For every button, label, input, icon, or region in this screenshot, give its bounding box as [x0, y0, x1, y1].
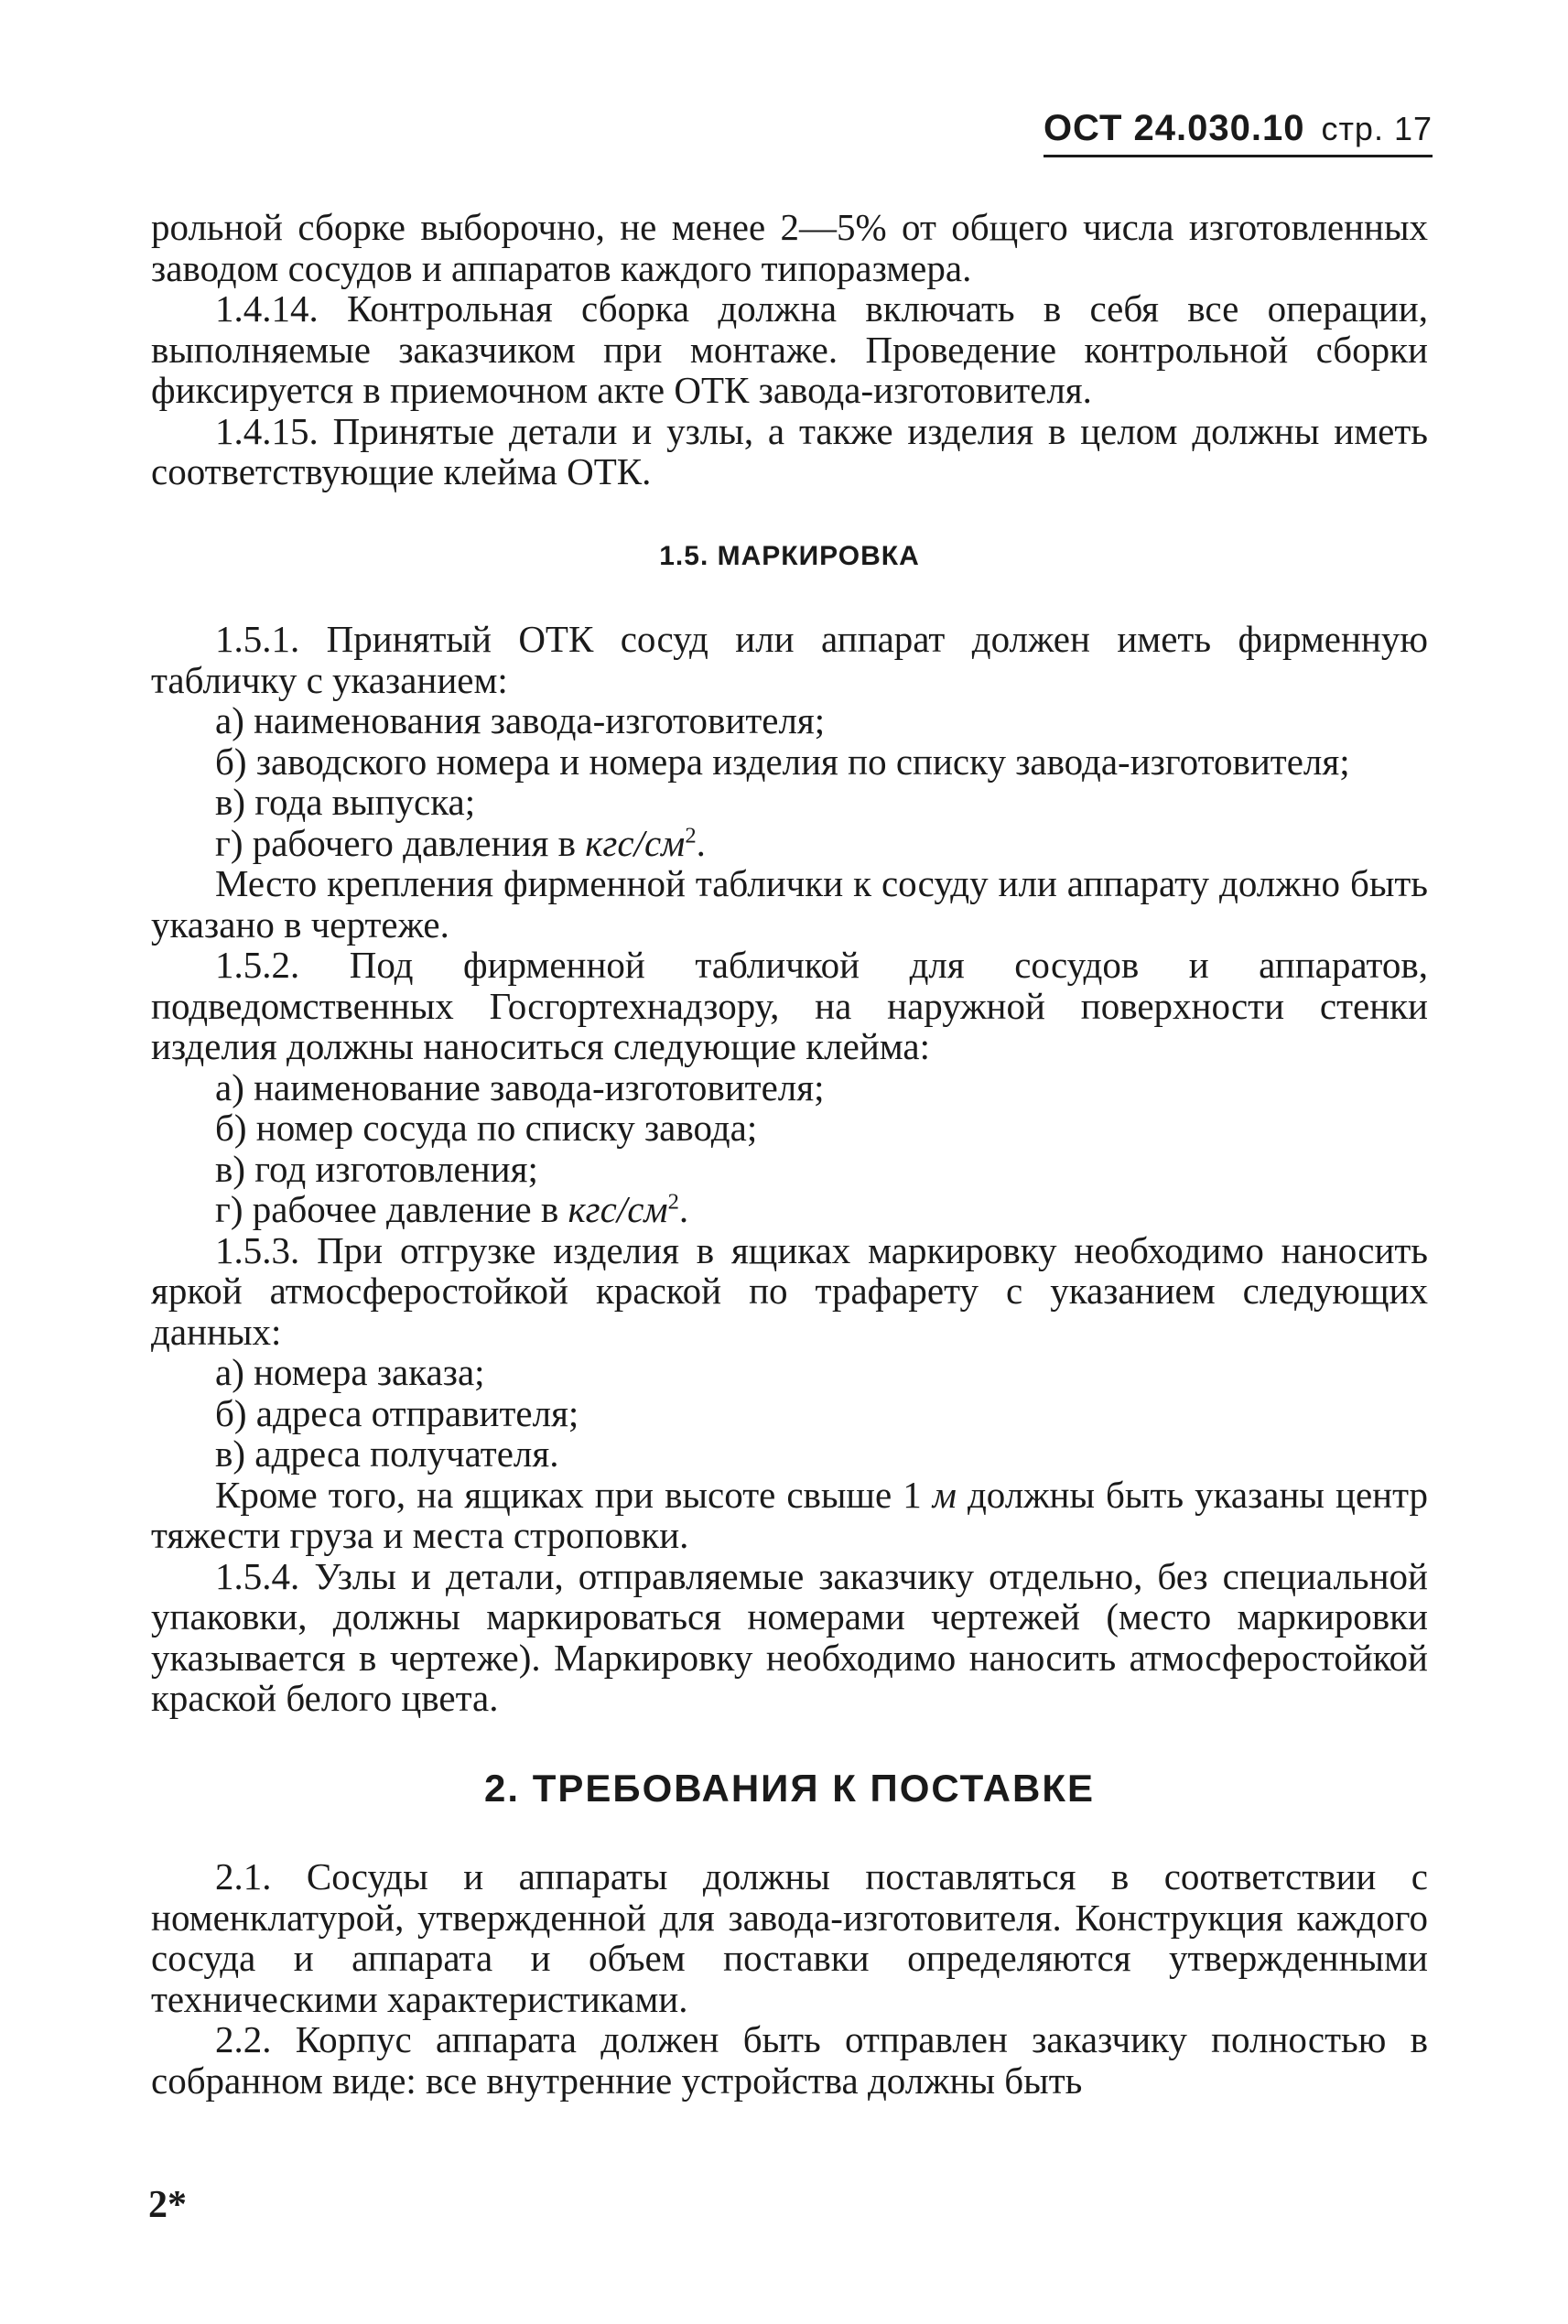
list-item: в) адреса получателя. [215, 1432, 559, 1475]
list-item: а) наименования завода-изготовителя; [215, 699, 826, 741]
paragraph: 1.5.3. При отгрузке изделия в ящиках маркировку необходимо наносить яркой атмосферостойкой краской по трафарету с указанием следующих данных: [151, 1228, 1428, 1353]
list-item: г) рабочее давление в кгс/$см^2$. [215, 1188, 689, 1230]
paragraph [151, 1475, 1428, 1556]
list-item-end: . [696, 821, 706, 864]
list-item: б) номер сосуда по списку завода; [215, 1107, 758, 1149]
list-item: а) наименование завода-изготовителя; [215, 1065, 825, 1108]
page-header [1044, 108, 1433, 157]
list-item-text: г) рабочее давление в [215, 1188, 568, 1230]
paragraph: 2.2. Корпус аппарата должен быть отправлен заказчику полностью в собранном виде: все внутренние устройства должны быть [151, 2018, 1428, 2102]
unit-label: м [932, 1473, 957, 1516]
page-number: стр. 17 [1321, 110, 1433, 147]
unit-label: кгс/см [585, 821, 686, 864]
signature-mark: 2* [148, 2184, 187, 2226]
paragraph: рольной сборке выборочно, не менее 2—5% от общего числа изготовленных заводом сосудов и аппаратов каждого типоразмера. [151, 206, 1428, 289]
list-item: в) года выпуска; [215, 781, 476, 823]
paragraph: 1.5.2. Под фирменной табличкой для сосудов и аппаратов, подведомственных Госгортехнадзору, на наружной поверхности стенки изделия должны наноситься следующие клейма: [151, 944, 1428, 1067]
list-item: б) адреса отправителя; [215, 1391, 579, 1434]
paragraph: 2.1. Сосуды и аппараты должны поставляться в соответствии с номенклатурой, утвержденной для завода-изготовителя. Конструкция каждого сосуда и аппарата и объем поставки определяются утвержденными техническими характеристиками. [151, 1855, 1428, 2020]
paragraph: 1.5.4. Узлы и детали, отправляемые заказчику отдельно, без специальной упаковки, должны маркироваться номерами чертежей (место маркировки указывается в чертеже). Маркировку необходимо наносить атмосферостойкой краской белого цвета. [151, 1554, 1428, 1719]
list-item-end: . [678, 1188, 689, 1230]
paragraph: Место крепления фирменной таблички к сосуду или аппарату должно быть указано в чертеже. [151, 862, 1428, 946]
unit-label: кгс/см [568, 1188, 668, 1230]
list-item: г) рабочего давления в кгс/$см^2$. [215, 821, 706, 864]
body-text [151, 207, 1428, 2101]
list-item: б) заводского номера и номера изделия по списку завода-изготовителя; [215, 740, 1350, 783]
section-title: 2. ТРЕБОВАНИЯ К ПОСТАВКЕ [484, 1766, 1095, 1810]
list-item: в) год изготовления; [215, 1147, 538, 1190]
paragraph: 1.4.15. Принятые детали и узлы, а также изделия в целом должны иметь соответствующие клейма ОТК. [151, 409, 1428, 492]
paragraph: 1.5.1. Принятый ОТК сосуд или аппарат должен иметь фирменную табличку с указанием: [151, 618, 1428, 701]
paragraph: 1.4.14. Контрольная сборка должна включать в себя все операции, выполняемые заказчиком при монтаже. Проведение контрольной сборки фиксируется в приемочном акте ОТК завода-изготовителя. [151, 287, 1428, 411]
subsection-title: 1.5. МАРКИРОВКА [659, 540, 920, 571]
paragraph-text-end: должны быть указаны центр тяжести груза и места строповки. [151, 1473, 1429, 1556]
paragraph-text: Кроме того, на ящиках при высоте свыше 1 [215, 1473, 933, 1516]
document-code: ОСТ 24.030.10 [1043, 108, 1305, 148]
list-item: а) номера заказа; [215, 1351, 485, 1393]
list-item-text: г) рабочего давления в [215, 821, 586, 864]
